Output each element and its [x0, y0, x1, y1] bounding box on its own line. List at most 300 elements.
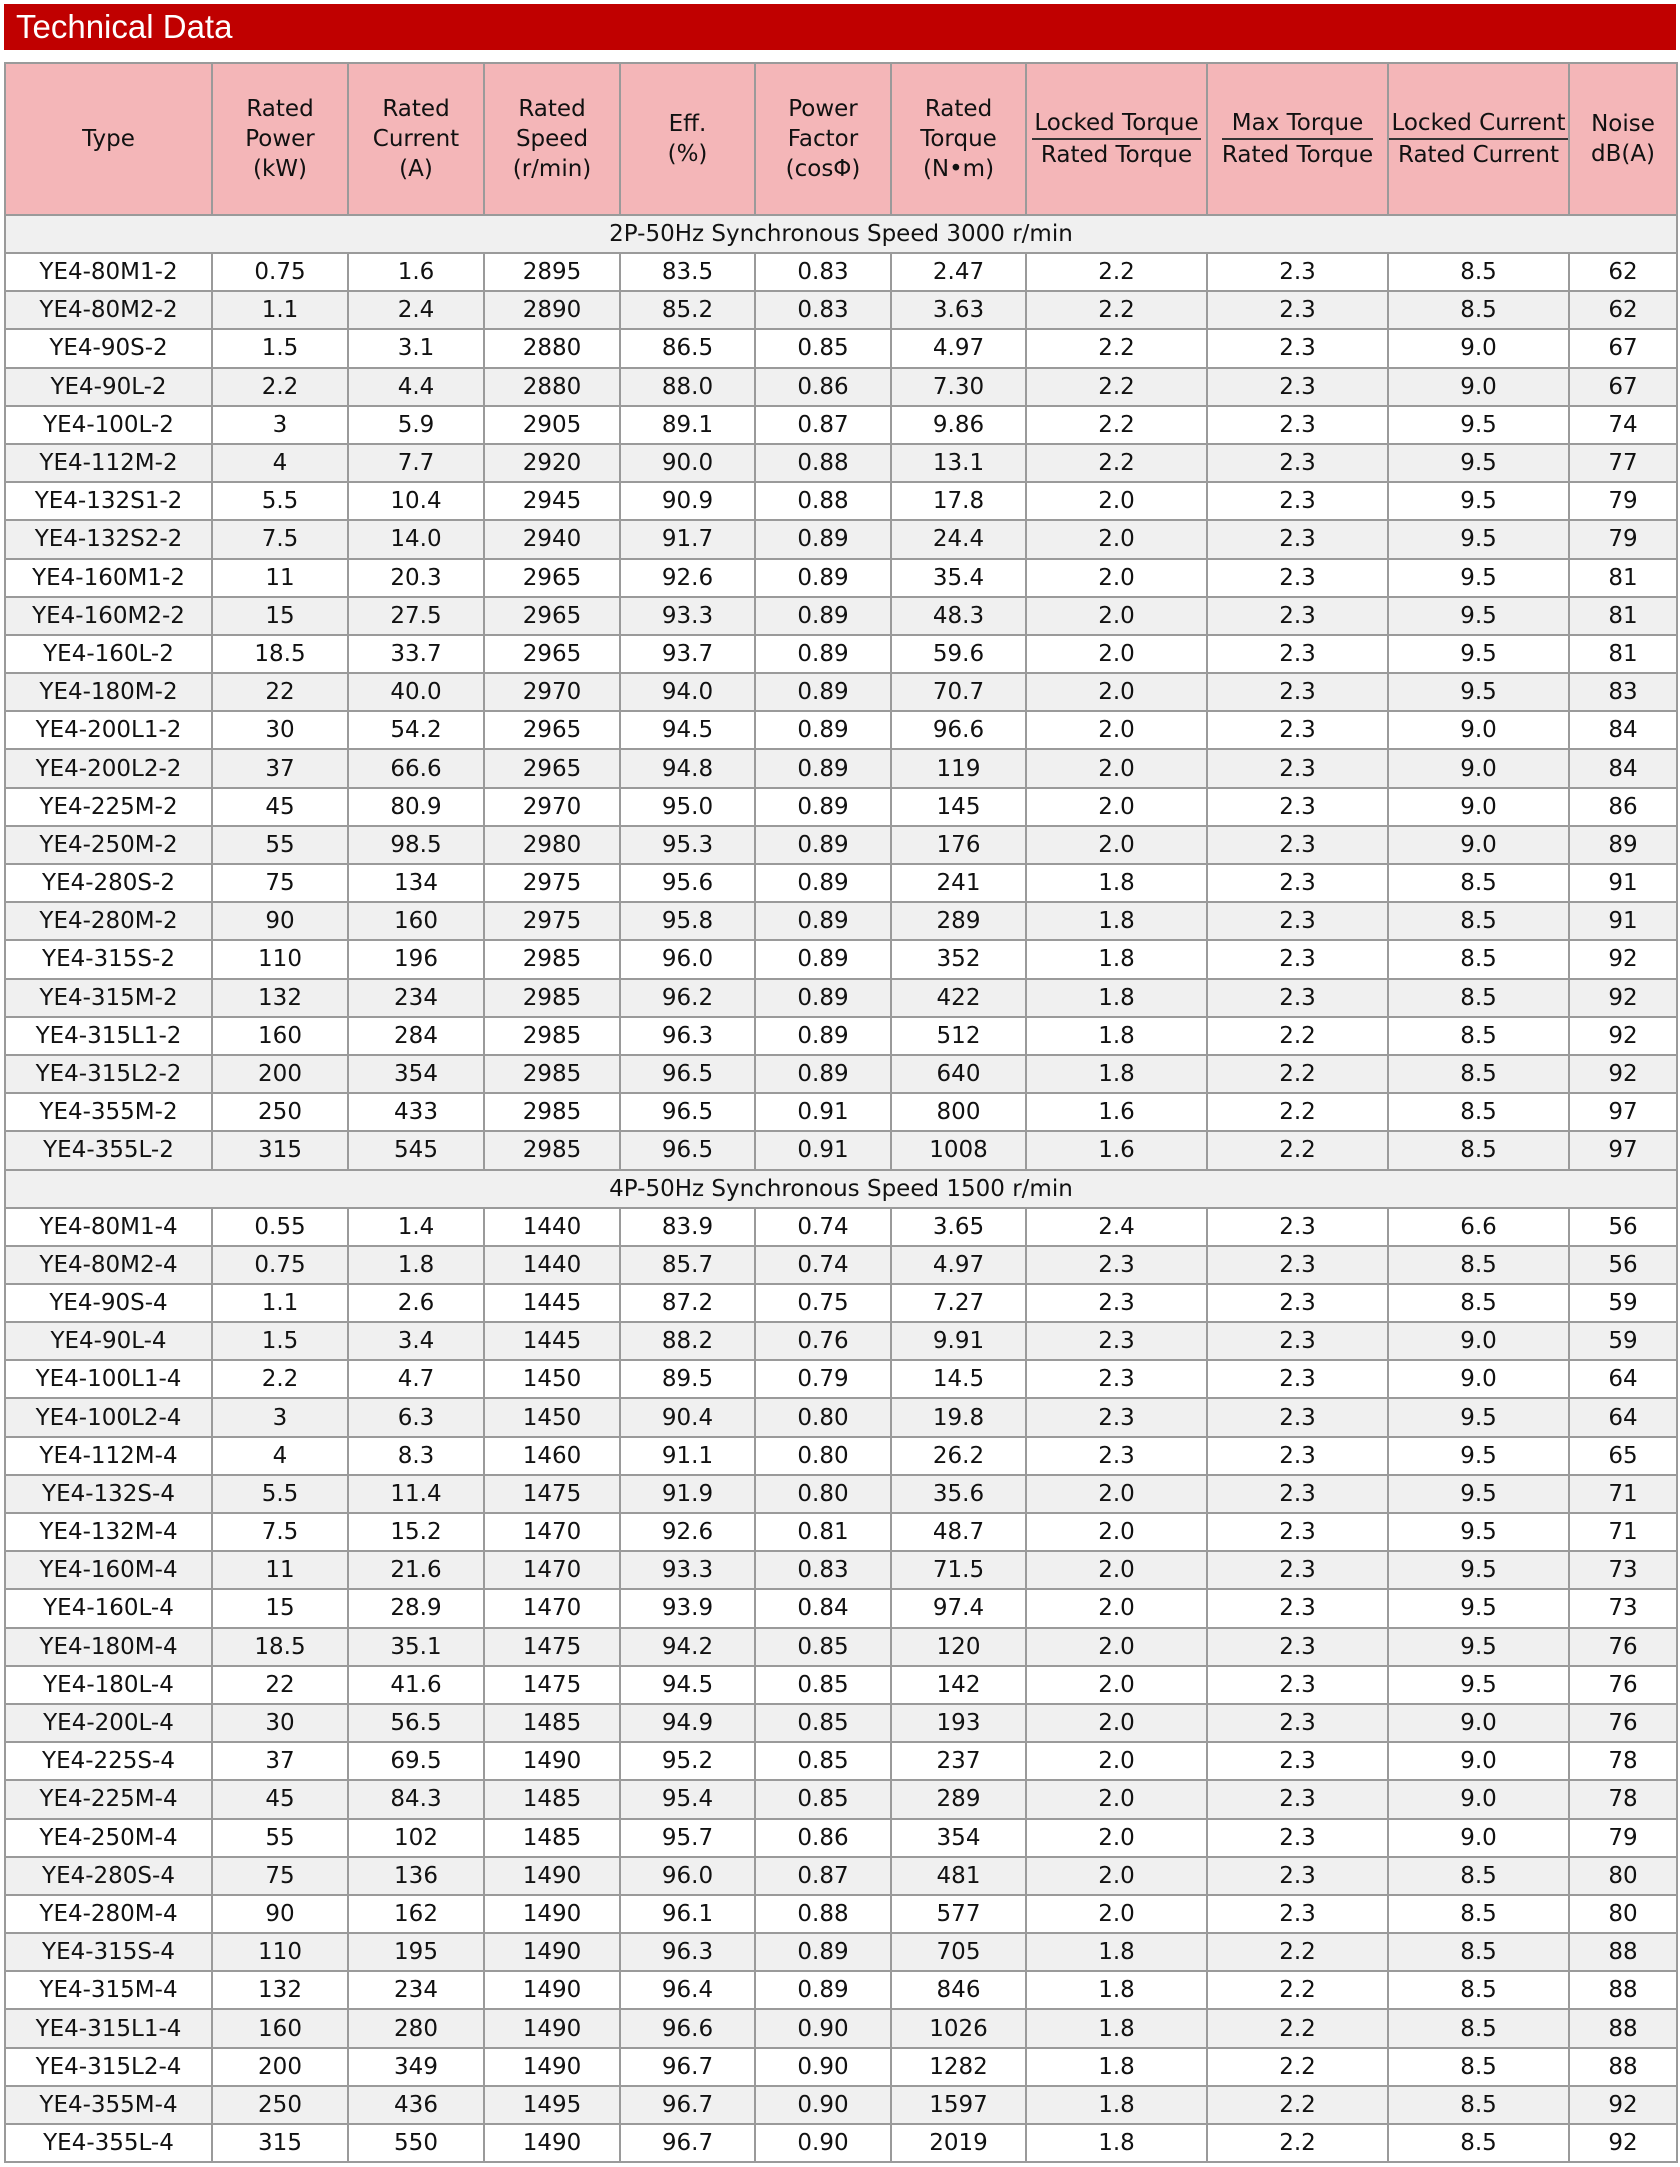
table-cell: 2.3 [1207, 1742, 1388, 1780]
table-row [5, 1895, 1677, 1933]
table-cell: 1470 [484, 1513, 620, 1551]
table-cell: 86.5 [620, 329, 755, 367]
table-cell: 2.3 [1207, 711, 1388, 749]
table-cell: 7.7 [348, 444, 484, 482]
table-cell: 2965 [484, 559, 620, 597]
table-cell: 4.97 [891, 1246, 1026, 1284]
table-cell: 71 [1569, 1475, 1677, 1513]
table-cell: 2985 [484, 940, 620, 978]
table-cell: 80 [1569, 1895, 1677, 1933]
table-cell: 1490 [484, 2048, 620, 2086]
table-cell: 2.3 [1207, 1437, 1388, 1475]
table-cell: 1460 [484, 1437, 620, 1475]
table-row [5, 1933, 1677, 1971]
table-cell: 1470 [484, 1551, 620, 1589]
table-cell: 2970 [484, 788, 620, 826]
table-cell: 9.5 [1388, 559, 1569, 597]
technical-data-table-wrapper [4, 62, 1676, 2163]
table-cell: 4.4 [348, 368, 484, 406]
table-cell: 2.0 [1026, 711, 1207, 749]
table-cell: 9.5 [1388, 597, 1569, 635]
table-cell: 15.2 [348, 1513, 484, 1551]
table-cell: YE4-80M1-2 [5, 253, 212, 291]
table-row [5, 2048, 1677, 2086]
table-cell: 92 [1569, 979, 1677, 1017]
table-header [5, 63, 1677, 215]
table-cell: 8.3 [348, 1437, 484, 1475]
header-type: Type [5, 63, 212, 215]
table-row [5, 1437, 1677, 1475]
table-cell: YE4-280M-2 [5, 902, 212, 940]
table-cell: 14.5 [891, 1360, 1026, 1398]
table-cell: 234 [348, 979, 484, 1017]
table-cell: 71.5 [891, 1551, 1026, 1589]
table-cell: 119 [891, 749, 1026, 787]
table-cell: 90.0 [620, 444, 755, 482]
table-cell: 3.65 [891, 1208, 1026, 1246]
table-cell: 2.2 [1026, 368, 1207, 406]
table-cell: 92 [1569, 2086, 1677, 2124]
table-cell: 85.2 [620, 291, 755, 329]
table-cell: 2.2 [212, 1360, 348, 1398]
table-cell: 2.3 [1207, 1475, 1388, 1513]
table-row [5, 291, 1677, 329]
table-cell: 241 [891, 864, 1026, 902]
table-cell: 65 [1569, 1437, 1677, 1475]
table-cell: 142 [891, 1666, 1026, 1704]
table-cell: 1450 [484, 1398, 620, 1436]
table-row [5, 673, 1677, 711]
table-cell: 62 [1569, 291, 1677, 329]
table-cell: 550 [348, 2124, 484, 2162]
table-cell: 2890 [484, 291, 620, 329]
table-cell: 62 [1569, 253, 1677, 291]
table-cell: 59.6 [891, 635, 1026, 673]
table-cell: YE4-250M-2 [5, 826, 212, 864]
table-cell: 2.3 [1026, 1284, 1207, 1322]
header-power-factor: Power Factor (cosΦ) [755, 63, 891, 215]
table-cell: 0.75 [212, 253, 348, 291]
table-cell: 96.6 [891, 711, 1026, 749]
table-cell: 0.89 [755, 1055, 891, 1093]
table-cell: 2.3 [1207, 368, 1388, 406]
table-cell: 2.3 [1207, 1551, 1388, 1589]
table-cell: 92 [1569, 1055, 1677, 1093]
table-cell: 0.90 [755, 2124, 891, 2162]
table-cell: 354 [891, 1819, 1026, 1857]
table-row [5, 1475, 1677, 1513]
page-title: Technical Data [4, 4, 1676, 50]
table-cell: YE4-160M2-2 [5, 597, 212, 635]
table-cell: 2.0 [1026, 597, 1207, 635]
table-cell: 2.0 [1026, 1475, 1207, 1513]
table-row [5, 635, 1677, 673]
table-cell: 2.2 [1207, 1093, 1388, 1131]
table-cell: 0.89 [755, 597, 891, 635]
table-cell: 2.3 [1207, 902, 1388, 940]
table-cell: 0.55 [212, 1208, 348, 1246]
table-cell: 77 [1569, 444, 1677, 482]
table-cell: 0.89 [755, 864, 891, 902]
table-cell: 88 [1569, 2009, 1677, 2047]
table-cell: 37 [212, 749, 348, 787]
table-cell: 86 [1569, 788, 1677, 826]
table-cell: 2.3 [1207, 329, 1388, 367]
table-cell: 9.0 [1388, 711, 1569, 749]
table-cell: 0.74 [755, 1246, 891, 1284]
table-cell: YE4-180L-4 [5, 1666, 212, 1704]
table-cell: 1.8 [1026, 2086, 1207, 2124]
table-cell: 1.1 [212, 1284, 348, 1322]
table-cell: 3.4 [348, 1322, 484, 1360]
table-cell: 91 [1569, 902, 1677, 940]
table-cell: YE4-315M-4 [5, 1971, 212, 2009]
table-cell: 94.5 [620, 711, 755, 749]
table-cell: 92.6 [620, 559, 755, 597]
table-cell: 2965 [484, 635, 620, 673]
table-cell: 705 [891, 1933, 1026, 1971]
table-cell: 96.7 [620, 2086, 755, 2124]
table-cell: 41.6 [348, 1666, 484, 1704]
table-cell: 9.0 [1388, 788, 1569, 826]
table-cell: 95.0 [620, 788, 755, 826]
table-cell: 94.8 [620, 749, 755, 787]
table-cell: 79 [1569, 520, 1677, 558]
table-cell: 2.0 [1026, 559, 1207, 597]
table-cell: 2.3 [1207, 1819, 1388, 1857]
table-cell: 136 [348, 1857, 484, 1895]
table-cell: 8.5 [1388, 1246, 1569, 1284]
header-rated-power: Rated Power (kW) [212, 63, 348, 215]
table-cell: 67 [1569, 329, 1677, 367]
table-cell: YE4-180M-4 [5, 1628, 212, 1666]
table-cell: 110 [212, 940, 348, 978]
table-cell: 8.5 [1388, 1933, 1569, 1971]
table-cell: 1490 [484, 1895, 620, 1933]
table-row [5, 1704, 1677, 1742]
table-cell: 8.5 [1388, 1895, 1569, 1933]
table-cell: 91 [1569, 864, 1677, 902]
section-header-row [5, 215, 1677, 253]
table-cell: YE4-100L2-4 [5, 1398, 212, 1436]
table-cell: 85.7 [620, 1246, 755, 1284]
table-cell: 800 [891, 1093, 1026, 1131]
table-cell: YE4-280S-4 [5, 1857, 212, 1895]
table-cell: 8.5 [1388, 1131, 1569, 1169]
table-cell: 0.89 [755, 1933, 891, 1971]
table-cell: 79 [1569, 482, 1677, 520]
table-cell: 69.5 [348, 1742, 484, 1780]
table-cell: 2965 [484, 749, 620, 787]
table-cell: 200 [212, 2048, 348, 2086]
table-cell: 250 [212, 2086, 348, 2124]
table-cell: 9.5 [1388, 406, 1569, 444]
header-locked-current-ratio: $\frac{\text{Locked Current}}{\text{Rated Current}}$ [1388, 63, 1569, 215]
table-row [5, 1551, 1677, 1589]
table-cell: 1.8 [1026, 864, 1207, 902]
table-cell: YE4-355L-4 [5, 2124, 212, 2162]
table-cell: 9.0 [1388, 749, 1569, 787]
table-cell: 200 [212, 1055, 348, 1093]
table-cell: 26.2 [891, 1437, 1026, 1475]
table-cell: 83.5 [620, 253, 755, 291]
table-cell: 93.3 [620, 1551, 755, 1589]
table-cell: 145 [891, 788, 1026, 826]
table-cell: 59 [1569, 1322, 1677, 1360]
table-cell: 2985 [484, 1131, 620, 1169]
header-efficiency: Eff. (%) [620, 63, 755, 215]
table-cell: 3.1 [348, 329, 484, 367]
table-cell: 0.89 [755, 788, 891, 826]
table-cell: 56.5 [348, 1704, 484, 1742]
table-cell: 17.8 [891, 482, 1026, 520]
table-cell: 2.0 [1026, 1551, 1207, 1589]
table-cell: 96.6 [620, 2009, 755, 2047]
table-row [5, 329, 1677, 367]
table-cell: 2.3 [1207, 673, 1388, 711]
table-cell: YE4-80M2-2 [5, 291, 212, 329]
table-cell: YE4-112M-4 [5, 1437, 212, 1475]
table-cell: 6.3 [348, 1398, 484, 1436]
table-cell: 9.0 [1388, 1360, 1569, 1398]
table-cell: 4.97 [891, 329, 1026, 367]
table-cell: 2.3 [1026, 1437, 1207, 1475]
table-cell: 1440 [484, 1208, 620, 1246]
table-cell: 2.6 [348, 1284, 484, 1322]
table-row [5, 749, 1677, 787]
table-cell: 110 [212, 1933, 348, 1971]
table-cell: 193 [891, 1704, 1026, 1742]
table-cell: 2.0 [1026, 1895, 1207, 1933]
table-cell: 0.88 [755, 444, 891, 482]
table-cell: 315 [212, 1131, 348, 1169]
table-cell: 96.5 [620, 1055, 755, 1093]
table-cell: 9.5 [1388, 1551, 1569, 1589]
table-cell: 8.5 [1388, 1017, 1569, 1055]
table-cell: YE4-100L-2 [5, 406, 212, 444]
table-cell: 15 [212, 1589, 348, 1627]
table-cell: 0.87 [755, 406, 891, 444]
table-row [5, 1017, 1677, 1055]
table-cell: YE4-315L1-2 [5, 1017, 212, 1055]
table-cell: 93.9 [620, 1589, 755, 1627]
table-cell: 1475 [484, 1475, 620, 1513]
table-cell: 5.9 [348, 406, 484, 444]
table-cell: 80 [1569, 1857, 1677, 1895]
table-cell: 94.2 [620, 1628, 755, 1666]
table-cell: 1.6 [348, 253, 484, 291]
table-cell: 2.2 [1207, 1131, 1388, 1169]
header-max-torque-ratio: $\frac{\text{Max Torque}}{\text{Rated Torque}}$ [1207, 63, 1388, 215]
table-cell: 2019 [891, 2124, 1026, 2162]
table-cell: 4 [212, 1437, 348, 1475]
table-cell: 8.5 [1388, 291, 1569, 329]
table-cell: 8.5 [1388, 1284, 1569, 1322]
table-cell: 2980 [484, 826, 620, 864]
table-cell: 0.80 [755, 1437, 891, 1475]
table-cell: 55 [212, 826, 348, 864]
table-cell: 94.5 [620, 1666, 755, 1704]
table-cell: 2.0 [1026, 1742, 1207, 1780]
table-cell: 2.2 [1207, 1971, 1388, 2009]
table-cell: 2970 [484, 673, 620, 711]
table-cell: 8.5 [1388, 2009, 1569, 2047]
table-cell: 88.0 [620, 368, 755, 406]
table-cell: 97 [1569, 1131, 1677, 1169]
table-cell: 2.3 [1207, 1666, 1388, 1704]
table-cell: 1.6 [1026, 1131, 1207, 1169]
table-cell: 2940 [484, 520, 620, 558]
table-cell: 2.0 [1026, 1819, 1207, 1857]
table-row [5, 1284, 1677, 1322]
table-row [5, 1208, 1677, 1246]
table-cell: 2.2 [1026, 291, 1207, 329]
table-cell: 91.1 [620, 1437, 755, 1475]
table-row [5, 1246, 1677, 1284]
table-cell: 1.8 [1026, 902, 1207, 940]
table-cell: 93.7 [620, 635, 755, 673]
table-cell: 2985 [484, 979, 620, 1017]
table-row [5, 1322, 1677, 1360]
technical-data-table [4, 62, 1678, 2163]
table-cell: 97 [1569, 1093, 1677, 1131]
table-cell: 1475 [484, 1666, 620, 1704]
table-cell: 66.6 [348, 749, 484, 787]
table-cell: 76 [1569, 1704, 1677, 1742]
table-cell: 95.6 [620, 864, 755, 902]
table-cell: 45 [212, 1780, 348, 1818]
table-cell: 3.63 [891, 291, 1026, 329]
table-row [5, 559, 1677, 597]
table-cell: YE4-80M1-4 [5, 1208, 212, 1246]
table-cell: 1.1 [212, 291, 348, 329]
table-cell: 84 [1569, 749, 1677, 787]
table-cell: 95.7 [620, 1819, 755, 1857]
section-header-row [5, 1170, 1677, 1208]
table-cell: YE4-200L2-2 [5, 749, 212, 787]
table-cell: 9.91 [891, 1322, 1026, 1360]
table-cell: 8.5 [1388, 902, 1569, 940]
table-cell: 2.3 [1207, 291, 1388, 329]
table-cell: 2.3 [1026, 1322, 1207, 1360]
table-cell: 2965 [484, 597, 620, 635]
table-row [5, 253, 1677, 291]
table-cell: 1.5 [212, 329, 348, 367]
table-row [5, 1742, 1677, 1780]
table-cell: 15 [212, 597, 348, 635]
table-cell: 162 [348, 1895, 484, 1933]
table-cell: 2.3 [1207, 253, 1388, 291]
table-cell: 22 [212, 673, 348, 711]
table-cell: 9.5 [1388, 482, 1569, 520]
table-cell: 2.0 [1026, 788, 1207, 826]
table-cell: 2.3 [1207, 597, 1388, 635]
table-cell: 0.88 [755, 482, 891, 520]
table-cell: 11 [212, 559, 348, 597]
table-cell: 35.1 [348, 1628, 484, 1666]
table-cell: 28.9 [348, 1589, 484, 1627]
table-cell: 512 [891, 1017, 1026, 1055]
table-cell: 1.8 [348, 1246, 484, 1284]
table-cell: 2985 [484, 1017, 620, 1055]
table-cell: 2.0 [1026, 1666, 1207, 1704]
table-cell: YE4-355M-4 [5, 2086, 212, 2124]
table-cell: 8.5 [1388, 979, 1569, 1017]
table-cell: 2.4 [348, 291, 484, 329]
table-cell: 0.84 [755, 1589, 891, 1627]
table-cell: 96.2 [620, 979, 755, 1017]
table-cell: 2.3 [1207, 1360, 1388, 1398]
table-cell: 0.83 [755, 253, 891, 291]
table-cell: 88 [1569, 2048, 1677, 2086]
table-cell: 45 [212, 788, 348, 826]
table-cell: 2880 [484, 368, 620, 406]
table-cell: 1445 [484, 1322, 620, 1360]
table-cell: 20.3 [348, 559, 484, 597]
table-cell: 1485 [484, 1780, 620, 1818]
table-cell: 83.9 [620, 1208, 755, 1246]
table-cell: 0.75 [212, 1246, 348, 1284]
table-cell: 0.85 [755, 329, 891, 367]
table-cell: YE4-200L1-2 [5, 711, 212, 749]
table-cell: 93.3 [620, 597, 755, 635]
table-cell: 56 [1569, 1246, 1677, 1284]
table-cell: 1445 [484, 1284, 620, 1322]
table-cell: YE4-280S-2 [5, 864, 212, 902]
table-cell: 88.2 [620, 1322, 755, 1360]
table-cell: 0.89 [755, 749, 891, 787]
table-cell: 0.89 [755, 520, 891, 558]
table-cell: 289 [891, 1780, 1026, 1818]
table-cell: 2.3 [1207, 788, 1388, 826]
table-cell: YE4-280M-4 [5, 1895, 212, 1933]
table-cell: 0.85 [755, 1742, 891, 1780]
table-cell: 1490 [484, 2124, 620, 2162]
table-cell: 8.5 [1388, 253, 1569, 291]
section-title: 4P-50Hz Synchronous Speed 1500 r/min [5, 1170, 1677, 1208]
table-cell: 237 [891, 1742, 1026, 1780]
table-cell: 95.3 [620, 826, 755, 864]
table-cell: 2.3 [1207, 749, 1388, 787]
table-cell: 92 [1569, 940, 1677, 978]
table-cell: 0.89 [755, 673, 891, 711]
table-cell: 8.5 [1388, 2124, 1569, 2162]
table-cell: 6.6 [1388, 1208, 1569, 1246]
table-row [5, 597, 1677, 635]
table-cell: 846 [891, 1971, 1026, 2009]
table-cell: 96.7 [620, 2048, 755, 2086]
table-cell: 8.5 [1388, 940, 1569, 978]
table-cell: 481 [891, 1857, 1026, 1895]
table-cell: 2.3 [1207, 482, 1388, 520]
table-cell: 2.3 [1207, 1208, 1388, 1246]
table-cell: 94.0 [620, 673, 755, 711]
table-cell: 75 [212, 864, 348, 902]
table-cell: 1026 [891, 2009, 1026, 2047]
table-cell: 2905 [484, 406, 620, 444]
table-cell: 0.83 [755, 291, 891, 329]
table-cell: YE4-160M1-2 [5, 559, 212, 597]
table-cell: 2.2 [1026, 444, 1207, 482]
table-cell: 349 [348, 2048, 484, 2086]
table-cell: YE4-100L1-4 [5, 1360, 212, 1398]
table-cell: 2.47 [891, 253, 1026, 291]
table-cell: 2.2 [1207, 1933, 1388, 1971]
table-cell: 98.5 [348, 826, 484, 864]
table-cell: 67 [1569, 368, 1677, 406]
table-row [5, 1589, 1677, 1627]
table-cell: 92 [1569, 2124, 1677, 2162]
